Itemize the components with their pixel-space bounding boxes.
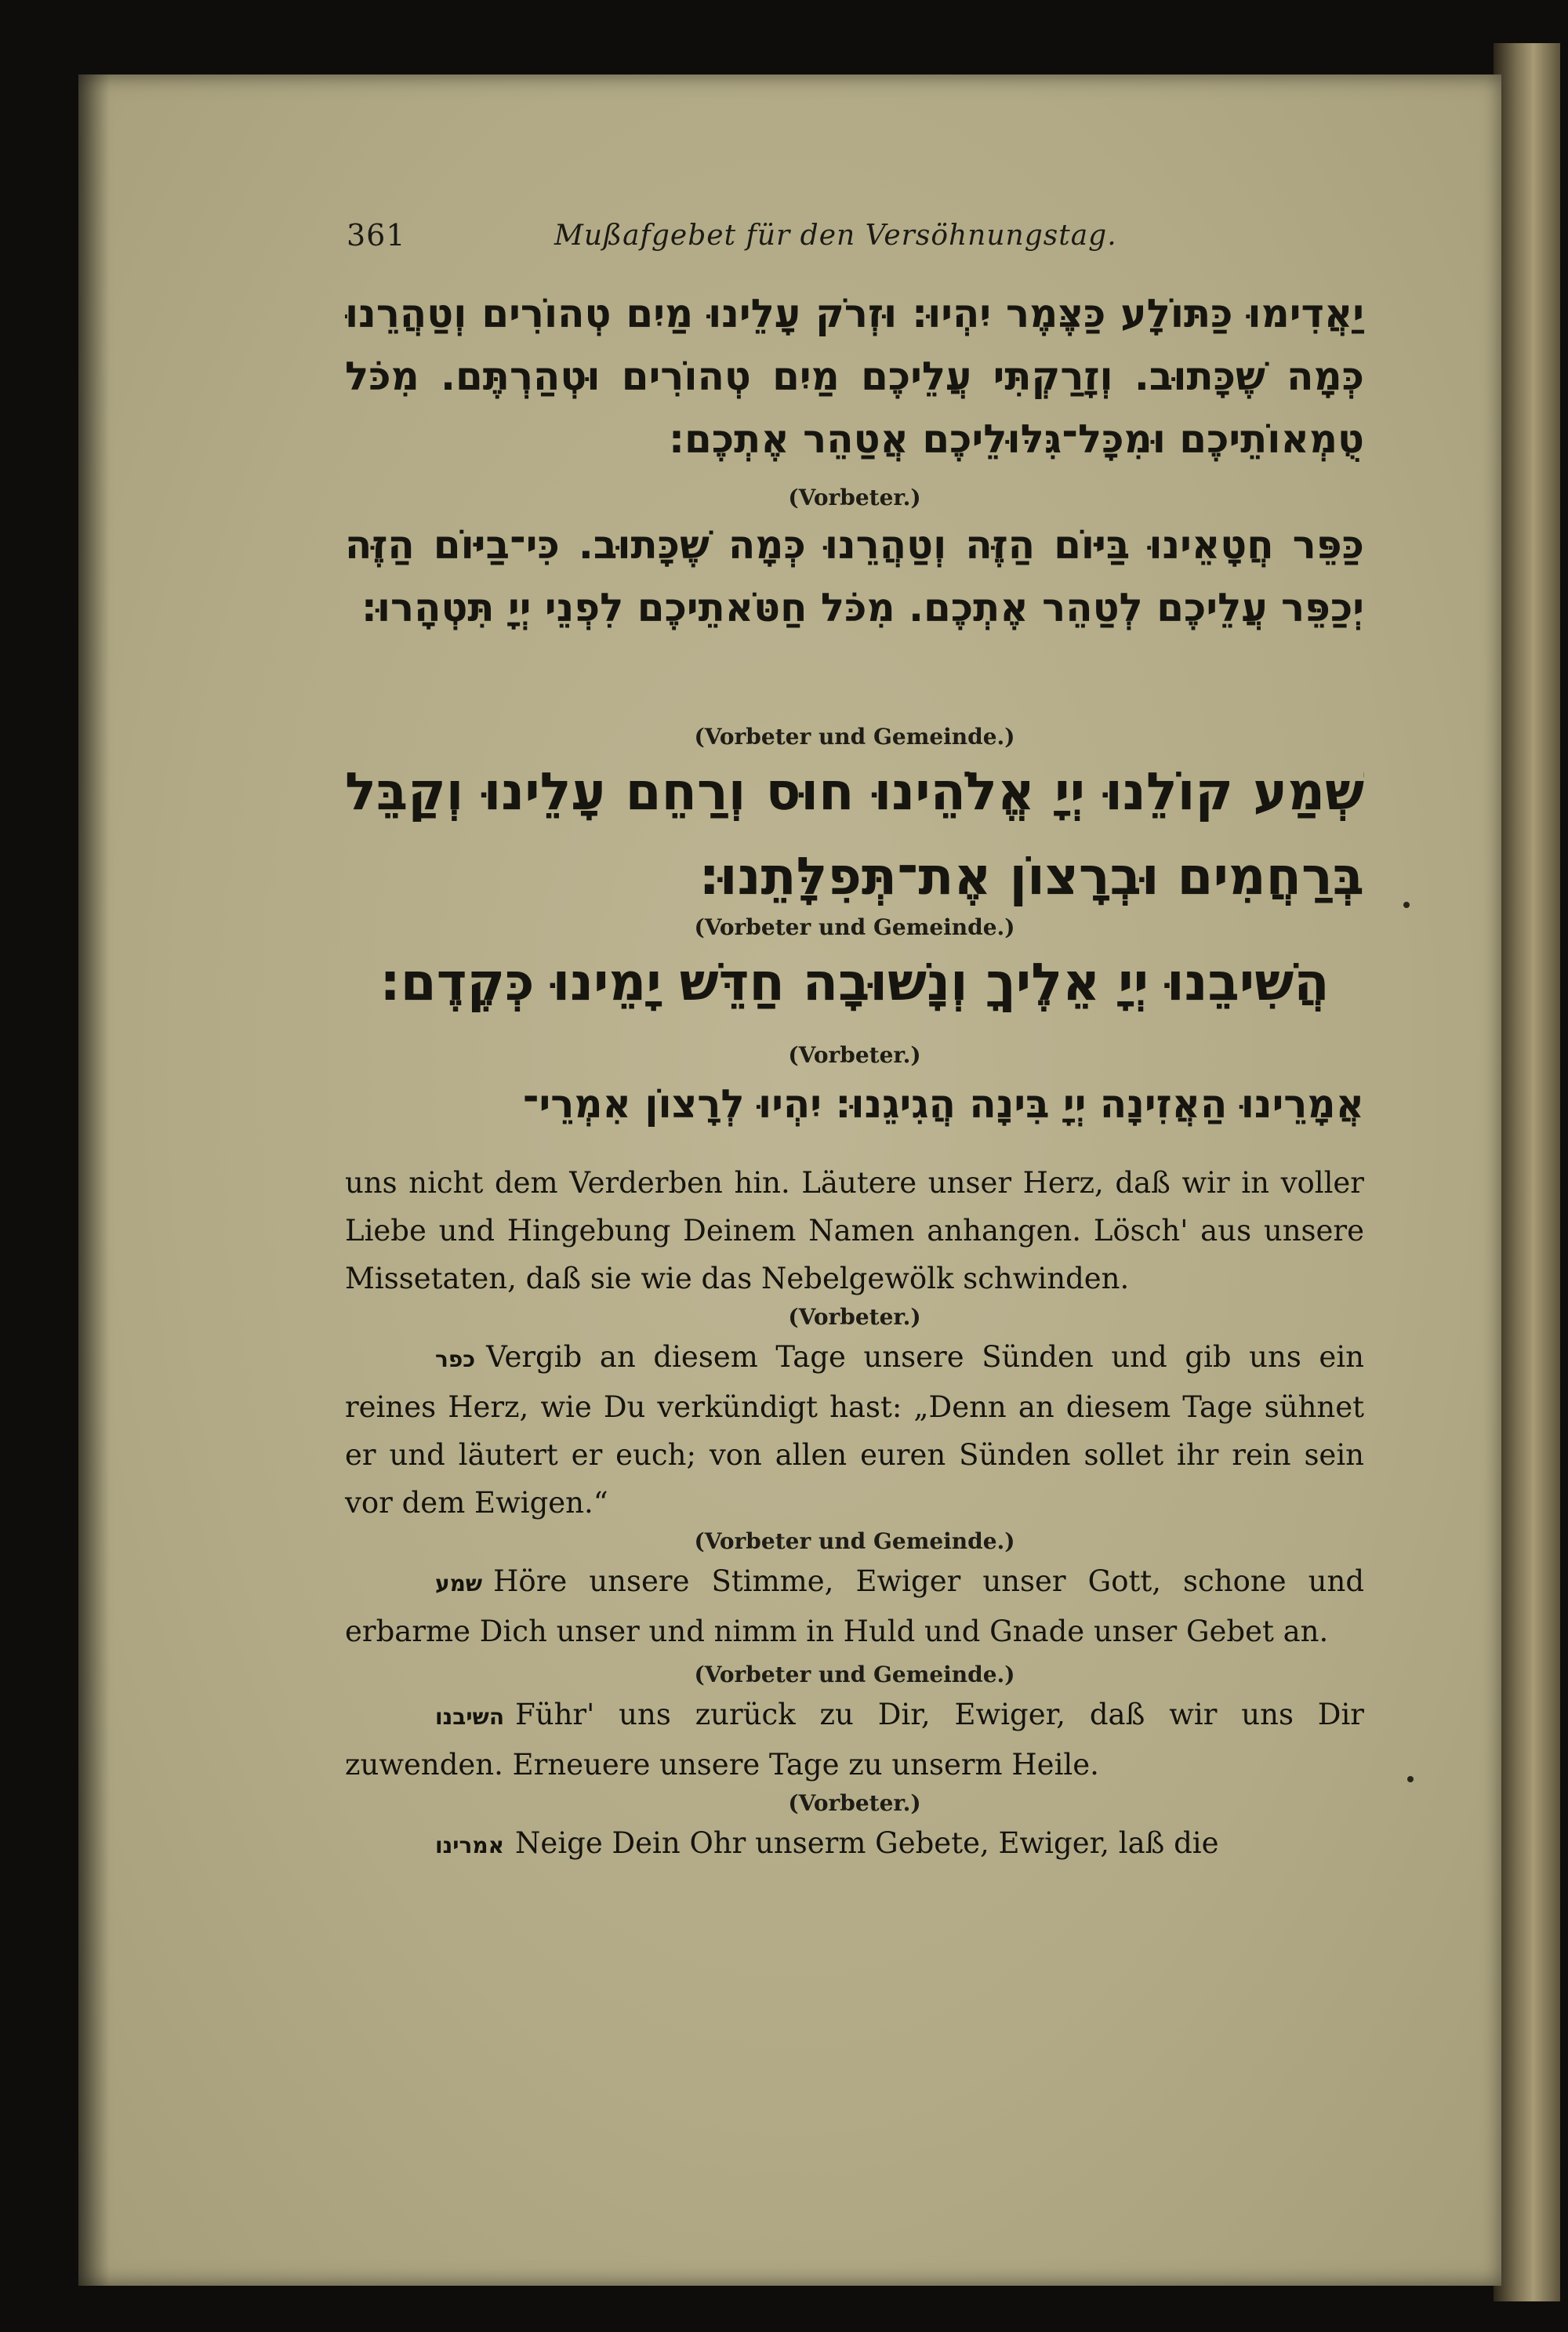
rubric-german-2: (Vorbeter und Gemeinde.) (694, 1528, 1015, 1554)
page-number: 361 (347, 218, 406, 252)
cue-word-amarenu: אמרינו (435, 1833, 505, 1858)
rubric-hebrew-1: (Vorbeter.) (788, 485, 921, 510)
rubric-hebrew-2: (Vorbeter und Gemeinde.) (694, 724, 1015, 750)
rubric-german-1: (Vorbeter.) (788, 1304, 921, 1330)
hebrew-block-4: הֲשִׁיבֵנוּ יְיָ אֵלֶיךָ וְנָשׁוּבָה חַדֵּשׁ יָמֵינוּ כְּקֶדֶם: (379, 952, 1330, 1012)
rubric-hebrew-3: (Vorbeter und Gemeinde.) (694, 914, 1015, 940)
ink-speck (1407, 1776, 1414, 1782)
hebrew-block-3: שְׁמַע קוֹלֵנוּ יְיָ אֱלֹהֵינוּ חוּס וְרַחֵם עָלֵינוּ וְקַבֵּל בְּרַחֲמִים וּבְרָצוֹן אֶת־תְּפִלָּתֵנוּ: (345, 761, 1364, 906)
german-paragraph-4-text: Führ' uns zurück zu Dir, Ewiger, daß wir uns Dir zuwenden. Erneuere unsere Tage zu unserm Heile. (345, 1698, 1364, 1782)
cue-word-kapper: כפר (435, 1346, 476, 1372)
rubric-german-4: (Vorbeter.) (788, 1790, 921, 1816)
cue-word-shema: שמע (435, 1571, 483, 1596)
german-paragraph-2-text: Vergib an diesem Tage unsere Sünden und gib uns ein reines Herz, wie Du verkündigt hast: „Denn an diesem Tage sühnet er und läutert er euch; von allen euren Sünden sollet ihr rein sein vor dem Ewigen.“ (345, 1340, 1364, 1520)
spine-shadow (78, 74, 110, 2286)
hebrew-block-5: אֲמָרֵינוּ הַאֲזִינָה יְיָ בִּינָה הֲגִיגֵנוּ: יִהְיוּ לְרָצוֹן אִמְרֵי־ (522, 1081, 1364, 1127)
german-paragraph-1: uns nicht dem Verderben hin. Läutere unser Herz, daß wir in voller Liebe und Hingebung Deinem Namen anhangen. Lösch' aus unsere Missetaten, daß sie wie das Nebelgewölk schwinden. (345, 1166, 1364, 1295)
german-paragraph-5 (345, 1819, 1364, 1869)
german-paragraph-3-text: Höre unsere Stimme, Ewiger unser Gott, schone und erbarme Dich unser und nimm in Huld und Gnade unser Gebet an. (345, 1564, 1364, 1648)
german-paragraph-2 (345, 1333, 1364, 1527)
rubric-hebrew-4: (Vorbeter.) (788, 1042, 921, 1068)
running-title: Mußafgebet für den Versöhnungstag. (554, 220, 1117, 252)
ink-speck (1403, 902, 1410, 908)
german-paragraph-3 (345, 1557, 1364, 1655)
hebrew-block-1: יַאֲדִימוּ כַּתּוֹלָע כַּצֶּמֶר יִהְיוּ: וּזְרֹק עָלֵינוּ מַיִם טְהוֹרִים וְטַהֲרֵנוּ כְּמָה שֶׁכָּתוּב. וְזָרַקְתִּי עֲלֵיכֶם מַיִם טְהוֹרִים וּטְהַרְתֶּם. מִכֹּל טֻמְאוֹתֵיכֶם וּמִכָּל־גִּלּוּלֵיכֶם אֲטַהֵר אֶתְכֶם: (345, 291, 1364, 462)
book-edge (1494, 43, 1560, 2301)
page-header (347, 218, 1366, 265)
page-content (345, 282, 1364, 1869)
german-paragraph-5-text: Neige Dein Ohr unserm Gebete, Ewiger, laß die (515, 1826, 1219, 1860)
cue-word-hashivenu: השיבנו (435, 1704, 505, 1730)
rubric-german-3: (Vorbeter und Gemeinde.) (694, 1662, 1015, 1687)
hebrew-block-2: כַּפֵּר חֲטָאֵינוּ בַּיּוֹם הַזֶּה וְטַהֲרֵנוּ כְּמָה שֶׁכָּתוּב. כִּי־בַיּוֹם הַזֶּה יְכַפֵּר עֲלֵיכֶם לְטַהֵר אֶתְכֶם. מִכֹּל חַטֹּאתֵיכֶם לִפְנֵי יְיָ תִּטְהָרוּ: (345, 522, 1364, 630)
german-paragraph-4 (345, 1691, 1364, 1789)
